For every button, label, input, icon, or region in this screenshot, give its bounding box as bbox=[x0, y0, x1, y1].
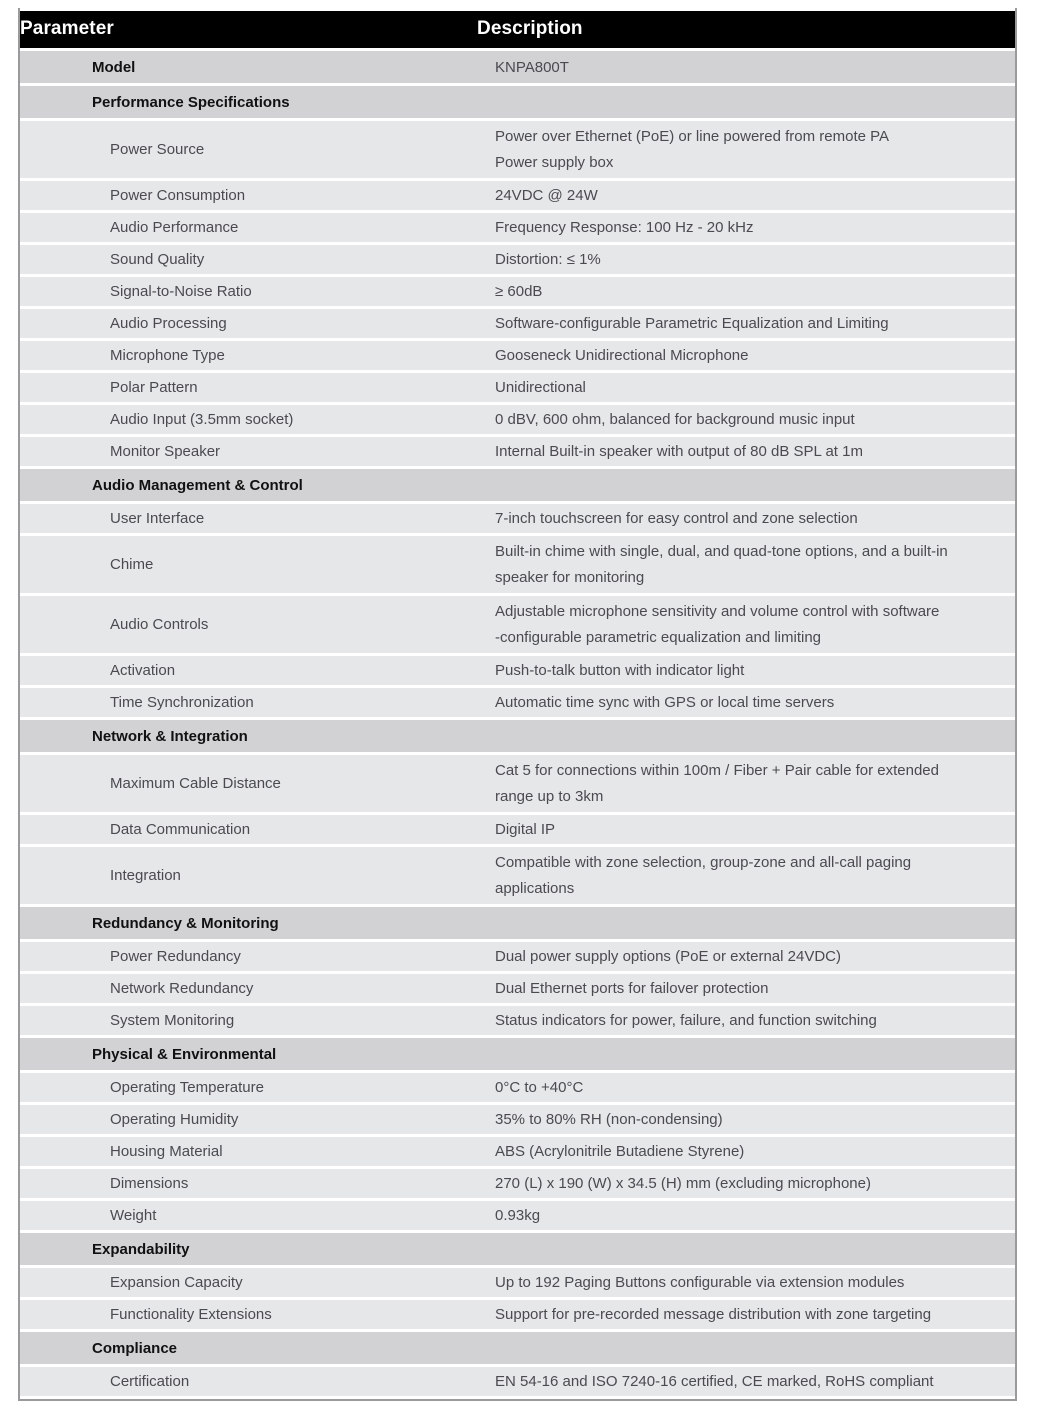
section-title: Network & Integration bbox=[20, 720, 477, 752]
table-row bbox=[20, 815, 1015, 844]
description-line: Distortion: ≤ 1% bbox=[495, 250, 601, 268]
row-description-value bbox=[477, 373, 1015, 402]
description-line: speaker for monitoring bbox=[495, 568, 645, 586]
row-description-value bbox=[477, 121, 1015, 178]
table-row bbox=[20, 847, 1015, 904]
row-parameter-label: Audio Controls bbox=[20, 596, 477, 653]
row-parameter-label: Weight bbox=[20, 1201, 477, 1230]
row-parameter-label: Data Communication bbox=[20, 815, 477, 844]
description-line: EN 54-16 and ISO 7240-16 certified, CE marked, RoHS compliant bbox=[495, 1372, 934, 1390]
table-row bbox=[20, 656, 1015, 685]
section-header-row bbox=[20, 907, 1015, 939]
table-row bbox=[20, 1201, 1015, 1230]
header-row bbox=[20, 11, 1015, 48]
section-header-row bbox=[20, 86, 1015, 118]
description-line: 270 (L) x 190 (W) x 34.5 (H) mm (excluding microphone) bbox=[495, 1174, 871, 1192]
row-description-value bbox=[477, 1006, 1015, 1035]
row-description-value bbox=[477, 596, 1015, 653]
row-parameter-label: Expansion Capacity bbox=[20, 1268, 477, 1297]
description-line: range up to 3km bbox=[495, 787, 604, 805]
row-parameter-label: Network Redundancy bbox=[20, 974, 477, 1003]
row-description-value bbox=[477, 1300, 1015, 1329]
row-parameter-label: Sound Quality bbox=[20, 245, 477, 274]
row-parameter-label: Housing Material bbox=[20, 1137, 477, 1166]
description-line: 35% to 80% RH (non-condensing) bbox=[495, 1110, 723, 1128]
table-row bbox=[20, 1367, 1015, 1396]
row-parameter-label: Microphone Type bbox=[20, 341, 477, 370]
row-parameter-label: Operating Temperature bbox=[20, 1073, 477, 1102]
row-description-value bbox=[477, 815, 1015, 844]
row-description-value bbox=[477, 213, 1015, 242]
row-description-value bbox=[477, 1073, 1015, 1102]
description-line: Digital IP bbox=[495, 820, 556, 838]
table-row bbox=[20, 1169, 1015, 1198]
description-line: Power over Ethernet (PoE) or line powered from remote PA bbox=[495, 127, 890, 145]
table-row bbox=[20, 181, 1015, 210]
description-line: Built-in chime with single, dual, and quad-tone options, and a built-in bbox=[495, 542, 948, 560]
row-description-value bbox=[477, 1169, 1015, 1198]
row-parameter-label: Functionality Extensions bbox=[20, 1300, 477, 1329]
row-parameter-label: Audio Performance bbox=[20, 213, 477, 242]
section-header-spacer bbox=[477, 469, 1015, 501]
section-header-spacer bbox=[477, 720, 1015, 752]
row-description-value bbox=[477, 309, 1015, 338]
description-line: Status indicators for power, failure, and function switching bbox=[495, 1011, 877, 1029]
row-parameter-label: Audio Input (3.5mm socket) bbox=[20, 405, 477, 434]
description-line: Push-to-talk button with indicator light bbox=[495, 661, 745, 679]
section-title: Redundancy & Monitoring bbox=[20, 907, 477, 939]
row-description-value bbox=[477, 1105, 1015, 1134]
table-row bbox=[20, 1105, 1015, 1134]
row-parameter-label: Signal-to-Noise Ratio bbox=[20, 277, 477, 306]
row-parameter-label: Power Consumption bbox=[20, 181, 477, 210]
section-header-spacer bbox=[477, 86, 1015, 118]
column-header-description: Description bbox=[477, 11, 1015, 48]
table-row bbox=[20, 1268, 1015, 1297]
description-line: Gooseneck Unidirectional Microphone bbox=[495, 346, 749, 364]
section-header-row bbox=[20, 469, 1015, 501]
section-title: Physical & Environmental bbox=[20, 1038, 477, 1070]
section-header-row bbox=[20, 1038, 1015, 1070]
section-header-spacer bbox=[477, 1233, 1015, 1265]
table-row bbox=[20, 373, 1015, 402]
description-line: Internal Built-in speaker with output of 80 dB SPL at 1m bbox=[495, 442, 863, 460]
table-row bbox=[20, 245, 1015, 274]
table-row bbox=[20, 536, 1015, 593]
row-description-value bbox=[477, 755, 1015, 812]
row-description-value bbox=[477, 181, 1015, 210]
description-line: 24VDC @ 24W bbox=[495, 186, 598, 204]
description-line: Dual Ethernet ports for failover protection bbox=[495, 979, 769, 997]
row-parameter-label: Audio Processing bbox=[20, 309, 477, 338]
table-row bbox=[20, 121, 1015, 178]
section-header-row bbox=[20, 1332, 1015, 1364]
description-line: Unidirectional bbox=[495, 378, 586, 396]
table-row bbox=[20, 504, 1015, 533]
row-description-value bbox=[477, 277, 1015, 306]
row-parameter-label: Certification bbox=[20, 1367, 477, 1396]
table-row bbox=[20, 1006, 1015, 1035]
row-description-value bbox=[477, 974, 1015, 1003]
section-title: Audio Management & Control bbox=[20, 469, 477, 501]
specification-sheet bbox=[18, 8, 1017, 1401]
table-row bbox=[20, 1073, 1015, 1102]
row-description-value bbox=[477, 656, 1015, 685]
row-description-value bbox=[477, 847, 1015, 904]
table-row bbox=[20, 341, 1015, 370]
row-parameter-label: Maximum Cable Distance bbox=[20, 755, 477, 812]
row-parameter-label: Time Synchronization bbox=[20, 688, 477, 717]
description-line: applications bbox=[495, 879, 575, 897]
row-parameter-label: Activation bbox=[20, 656, 477, 685]
row-parameter-label: Dimensions bbox=[20, 1169, 477, 1198]
table-row bbox=[20, 755, 1015, 812]
row-parameter-label: Chime bbox=[20, 536, 477, 593]
table-row bbox=[20, 437, 1015, 466]
description-line: Compatible with zone selection, group-zone and all-call paging bbox=[495, 853, 912, 871]
row-description-value bbox=[477, 688, 1015, 717]
table-row bbox=[20, 596, 1015, 653]
section-header-spacer bbox=[477, 907, 1015, 939]
row-parameter-label: Operating Humidity bbox=[20, 1105, 477, 1134]
table-row bbox=[20, 309, 1015, 338]
row-parameter-label: Monitor Speaker bbox=[20, 437, 477, 466]
row-description-value bbox=[477, 405, 1015, 434]
description-line: Support for pre-recorded message distribution with zone targeting bbox=[495, 1305, 932, 1323]
row-description-value bbox=[477, 942, 1015, 971]
table-row bbox=[20, 1137, 1015, 1166]
row-description-value bbox=[477, 536, 1015, 593]
description-line: ABS (Acrylonitrile Butadiene Styrene) bbox=[495, 1142, 745, 1160]
description-line: Power supply box bbox=[495, 153, 614, 171]
table-row bbox=[20, 277, 1015, 306]
section-header-row bbox=[20, 720, 1015, 752]
description-line: 0°C to +40°C bbox=[495, 1078, 584, 1096]
row-description-value bbox=[477, 1137, 1015, 1166]
row-description-value bbox=[477, 437, 1015, 466]
row-description-value bbox=[477, 1268, 1015, 1297]
row-parameter-label: Power Redundancy bbox=[20, 942, 477, 971]
description-line: Dual power supply options (PoE or external 24VDC) bbox=[495, 947, 842, 965]
row-parameter-label: Model bbox=[20, 51, 477, 83]
description-line: ≥ 60dB bbox=[495, 282, 543, 300]
row-description-value bbox=[477, 245, 1015, 274]
table-row bbox=[20, 942, 1015, 971]
description-line: Frequency Response: 100 Hz - 20 kHz bbox=[495, 218, 754, 236]
section-header-spacer bbox=[477, 1038, 1015, 1070]
description-line: 7-inch touchscreen for easy control and zone selection bbox=[495, 509, 858, 527]
table-row-model bbox=[20, 51, 1015, 83]
table-header bbox=[20, 11, 1015, 48]
description-line: Up to 192 Paging Buttons configurable via extension modules bbox=[495, 1273, 905, 1291]
description-line: 0 dBV, 600 ohm, balanced for background music input bbox=[495, 410, 855, 428]
section-header-row bbox=[20, 1233, 1015, 1265]
description-line: 0.93kg bbox=[495, 1206, 541, 1224]
row-description-value bbox=[477, 1367, 1015, 1396]
description-line: -configurable parametric equalization and limiting bbox=[495, 628, 822, 646]
description-line: Software-configurable Parametric Equalization and Limiting bbox=[495, 314, 889, 332]
column-header-parameter: Parameter bbox=[20, 11, 477, 48]
row-parameter-label: System Monitoring bbox=[20, 1006, 477, 1035]
table-row bbox=[20, 974, 1015, 1003]
row-parameter-label: Integration bbox=[20, 847, 477, 904]
specification-table bbox=[20, 8, 1015, 1399]
section-title: Expandability bbox=[20, 1233, 477, 1265]
row-parameter-label: User Interface bbox=[20, 504, 477, 533]
table-row bbox=[20, 688, 1015, 717]
row-description-value bbox=[477, 1201, 1015, 1230]
table-row bbox=[20, 1300, 1015, 1329]
table-row bbox=[20, 405, 1015, 434]
row-description-value bbox=[477, 341, 1015, 370]
row-description-value: KNPA800T bbox=[477, 51, 1015, 83]
section-title: Compliance bbox=[20, 1332, 477, 1364]
row-description-value bbox=[477, 504, 1015, 533]
section-title: Performance Specifications bbox=[20, 86, 477, 118]
row-parameter-label: Polar Pattern bbox=[20, 373, 477, 402]
table-row bbox=[20, 213, 1015, 242]
description-line: Cat 5 for connections within 100m / Fiber + Pair cable for extended bbox=[495, 761, 939, 779]
table-body bbox=[20, 51, 1015, 1396]
description-line: Automatic time sync with GPS or local time servers bbox=[495, 693, 835, 711]
section-header-spacer bbox=[477, 1332, 1015, 1364]
row-parameter-label: Power Source bbox=[20, 121, 477, 178]
description-line: Adjustable microphone sensitivity and volume control with software bbox=[495, 602, 940, 620]
